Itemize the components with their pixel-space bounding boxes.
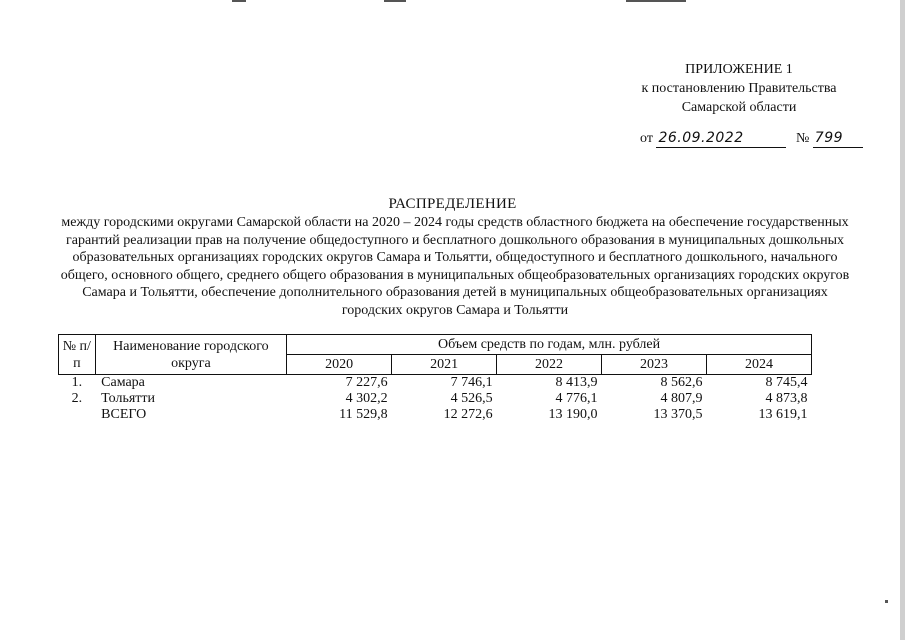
decree-date-prefix: от	[640, 131, 653, 146]
decree-date: 26.09.2022	[658, 130, 744, 146]
column-header-number: № п/п	[59, 335, 96, 375]
decree-line	[640, 130, 863, 148]
year-header: 2024	[707, 355, 812, 375]
document-description: между городскими округами Самарской области на 2020 – 2024 годы средств областного бюджета на обеспечение государственных гарантий реализации прав на получение общедоступного и бесплатного дошкольного образования в муниципальных дошкольных образовательных организациях городских округов Самара и Тольятти, общедоступного и бесплатного дошкольного, начального общего, основного общего, среднего общего образования в муниципальных общеобразовательных организациях городских округов Самара и Тольятти, обеспечение дополнительного образования детей в муниципальных общеобразовательных организациях городских округов Самара и Тольятти	[60, 215, 850, 318]
appendix-label: ПРИЛОЖЕНИЕ 1	[685, 62, 793, 77]
year-header: 2023	[602, 355, 707, 375]
table-row-total	[59, 407, 812, 423]
district-name: Тольятти	[101, 391, 156, 406]
year-header: 2020	[287, 355, 392, 375]
amount-cell: 4 807,9	[660, 391, 703, 406]
appendix-line-1: к постановлению Правительства	[641, 81, 837, 96]
total-label: ВСЕГО	[101, 407, 147, 422]
decree-date-field	[656, 130, 786, 148]
appendix-block	[626, 60, 852, 117]
decree-number-prefix: №	[795, 131, 810, 146]
total-amount-cell: 13 190,0	[548, 407, 598, 422]
column-header-volume: Объем средств по годам, млн. рублей	[287, 335, 812, 355]
amount-cell: 8 413,9	[555, 375, 598, 390]
scan-mark	[232, 0, 246, 2]
total-amount-cell: 11 529,8	[339, 407, 388, 422]
appendix-line-2: Самарской области	[681, 100, 797, 115]
row-number	[59, 407, 96, 423]
amount-cell: 7 227,6	[345, 375, 388, 390]
scan-mark	[900, 0, 905, 640]
total-amount-cell: 12 272,6	[443, 407, 493, 422]
amount-cell: 8 745,4	[765, 375, 808, 390]
amount-cell: 4 873,8	[765, 391, 808, 406]
amount-cell: 4 776,1	[555, 391, 598, 406]
amount-cell: 7 746,1	[450, 375, 493, 390]
amount-cell: 4 302,2	[345, 391, 388, 406]
scan-mark	[626, 0, 686, 2]
table-row	[59, 375, 812, 392]
year-header: 2021	[392, 355, 497, 375]
decree-number-field	[813, 130, 863, 148]
column-header-name: Наименование городского округа	[95, 335, 286, 375]
scan-mark	[885, 600, 888, 603]
total-amount-cell: 13 619,1	[758, 407, 808, 422]
year-header: 2022	[497, 355, 602, 375]
document-title: РАСПРЕДЕЛЕНИЕ	[388, 196, 517, 212]
scan-mark	[384, 0, 406, 2]
district-name: Самара	[101, 375, 145, 390]
row-number: 2.	[71, 391, 83, 406]
amount-cell: 4 526,5	[450, 391, 493, 406]
total-amount-cell: 13 370,5	[653, 407, 703, 422]
distribution-table	[58, 334, 812, 423]
amount-cell: 8 562,6	[660, 375, 703, 390]
table-row	[59, 391, 812, 407]
decree-number: 799	[814, 130, 844, 146]
row-number: 1.	[71, 375, 83, 390]
